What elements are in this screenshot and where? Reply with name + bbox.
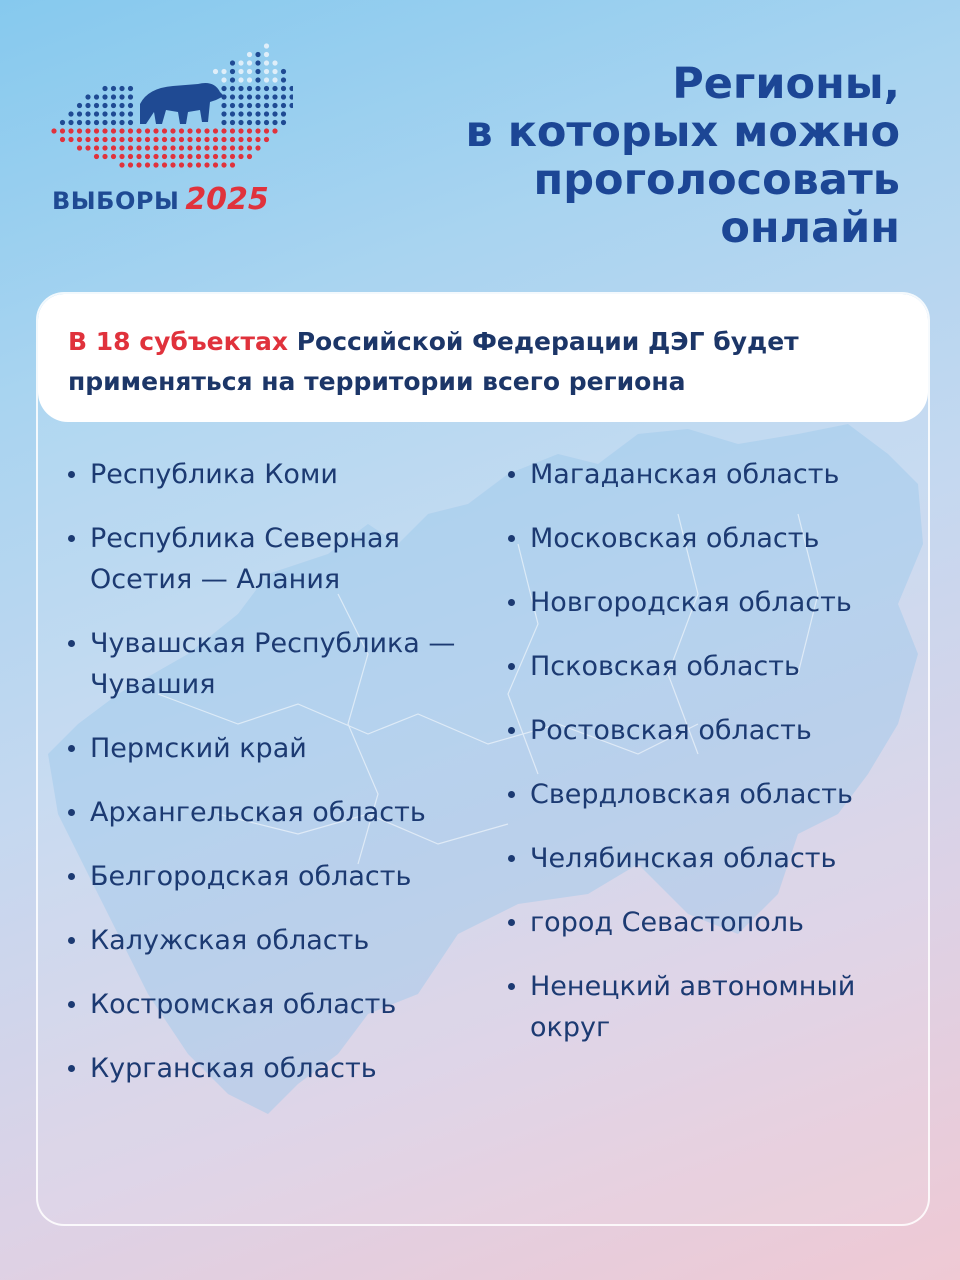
logo-dot <box>204 128 209 133</box>
logo-dot <box>264 111 269 116</box>
logo-dot <box>247 103 252 108</box>
header-rest: Российской Федерации ДЭГ будет применяться на территории всего региона <box>68 327 799 396</box>
logo-dot <box>221 154 226 159</box>
logo-dot <box>119 154 124 159</box>
logo-dot <box>272 128 277 133</box>
logo-dot <box>153 137 158 142</box>
logo-dot <box>153 154 158 159</box>
logo-dot <box>94 137 99 142</box>
list-item <box>68 984 458 1025</box>
bullet-icon <box>508 727 515 734</box>
logo-dot <box>60 137 65 142</box>
region-name: Магаданская область <box>530 459 840 490</box>
list-item <box>508 966 908 1048</box>
logo-dot <box>238 128 243 133</box>
logo-dot <box>238 137 243 142</box>
logo-dot <box>119 111 124 116</box>
bullet-icon <box>508 535 515 542</box>
logo-dot <box>179 137 184 142</box>
logo-dot <box>247 69 252 74</box>
list-item <box>68 1048 458 1089</box>
logo-dot <box>238 154 243 159</box>
logo-dot <box>153 128 158 133</box>
logo-dot <box>247 77 252 82</box>
logo-dot <box>272 60 277 65</box>
list-item <box>508 902 908 943</box>
logo-dot <box>187 145 192 150</box>
logo-dot <box>264 69 269 74</box>
region-name: Свердловская область <box>530 779 853 810</box>
logo-dot <box>128 86 133 91</box>
logo-dot <box>85 120 90 125</box>
logo-dot <box>238 60 243 65</box>
logo-dot <box>264 77 269 82</box>
logo-dot <box>111 137 116 142</box>
logo-dot <box>102 137 107 142</box>
logo-dot <box>272 120 277 125</box>
list-item <box>68 920 458 961</box>
logo-dot <box>272 77 277 82</box>
bullet-icon <box>68 937 75 944</box>
list-item <box>508 774 908 815</box>
logo-dot <box>281 120 286 125</box>
page-title: Регионы, в которых можно проголосовать онлайн <box>465 59 900 253</box>
logo-dot <box>162 145 167 150</box>
logo-dot <box>255 103 260 108</box>
logo-dot <box>119 86 124 91</box>
logo-dot <box>68 120 73 125</box>
logo-dot <box>187 162 192 167</box>
logo-dot <box>162 154 167 159</box>
bullet-icon <box>68 1001 75 1008</box>
bullet-icon <box>68 535 75 542</box>
logo-dot <box>247 94 252 99</box>
logo-dot <box>111 120 116 125</box>
logo-dot <box>255 137 260 142</box>
logo-dot <box>102 145 107 150</box>
region-name: Республика Коми <box>90 459 338 490</box>
logo-dot <box>111 103 116 108</box>
logo-dot <box>145 145 150 150</box>
logo-dot <box>102 128 107 133</box>
logo-dot <box>230 145 235 150</box>
logo-dot <box>94 94 99 99</box>
logo-dot <box>128 128 133 133</box>
logo-dot <box>94 103 99 108</box>
logo-dot <box>238 111 243 116</box>
logo-dot <box>247 86 252 91</box>
list-item <box>68 728 458 769</box>
logo-dot <box>264 43 269 48</box>
bullet-icon <box>508 663 515 670</box>
bullet-icon <box>508 983 515 990</box>
logo-dot <box>247 145 252 150</box>
region-name: Челябинская область <box>530 843 837 874</box>
logo-dot <box>230 69 235 74</box>
logo-dot <box>111 154 116 159</box>
logo-dot <box>111 94 116 99</box>
logo-dot <box>264 103 269 108</box>
logo-dot <box>230 60 235 65</box>
logo-dot <box>102 86 107 91</box>
logo-dot <box>272 69 277 74</box>
logo-dot <box>179 145 184 150</box>
logo-dot <box>264 52 269 57</box>
region-name: Новгородская область <box>530 587 852 618</box>
logo-dot <box>170 137 175 142</box>
list-item <box>508 518 908 559</box>
bullet-icon <box>68 745 75 752</box>
logo-dot <box>85 128 90 133</box>
logo-dot <box>196 154 201 159</box>
bullet-icon <box>508 919 515 926</box>
logo-dot <box>264 137 269 142</box>
logo-dot <box>196 128 201 133</box>
logo-dot <box>255 145 260 150</box>
logo-dot <box>196 137 201 142</box>
logo-dot <box>119 137 124 142</box>
logo-dot <box>94 128 99 133</box>
logo-dot <box>255 86 260 91</box>
list-item <box>508 710 908 751</box>
logo-dot <box>119 145 124 150</box>
regions-panel <box>36 292 930 1226</box>
header-box <box>38 294 928 422</box>
logo-dot <box>179 162 184 167</box>
logo-dot <box>255 60 260 65</box>
logo-dot <box>102 103 107 108</box>
logo-dot <box>255 69 260 74</box>
logo-dot <box>230 103 235 108</box>
logo-caption <box>52 182 269 217</box>
logo-dot <box>255 94 260 99</box>
logo-dot <box>77 137 82 142</box>
logo-dot <box>281 103 286 108</box>
list-item <box>68 623 458 705</box>
region-name: Ростовская область <box>530 715 812 746</box>
logo-dot <box>136 162 141 167</box>
logo-dot <box>221 103 226 108</box>
logo-dot <box>221 111 226 116</box>
logo-dot <box>238 77 243 82</box>
logo-dot <box>153 145 158 150</box>
logo-dot <box>255 128 260 133</box>
logo-dot <box>230 94 235 99</box>
logo-dot <box>247 137 252 142</box>
logo-dot <box>238 86 243 91</box>
logo-dot <box>213 145 218 150</box>
logo-dot <box>238 94 243 99</box>
region-name: Московская область <box>530 523 820 554</box>
logo-dot <box>85 137 90 142</box>
logo-dot <box>85 111 90 116</box>
logo-year: 2025 <box>185 182 269 217</box>
region-name: Костромская область <box>90 989 397 1020</box>
logo-dot <box>111 86 116 91</box>
logo-dot <box>68 128 73 133</box>
regions-list-right <box>508 454 908 1071</box>
logo-dot <box>128 145 133 150</box>
logo-dot <box>162 137 167 142</box>
region-name: Ненецкий автономный округ <box>530 971 856 1043</box>
logo-dot <box>119 162 124 167</box>
logo-dot <box>272 111 277 116</box>
logo-dot <box>179 154 184 159</box>
logo-dot <box>170 145 175 150</box>
logo-dot <box>77 128 82 133</box>
logo-dot <box>281 86 286 91</box>
logo-dot <box>119 94 124 99</box>
logo-dot <box>289 103 293 108</box>
list-item <box>68 856 458 897</box>
logo-dot <box>247 120 252 125</box>
logo-dot <box>230 154 235 159</box>
logo-dot <box>179 128 184 133</box>
logo-dot <box>264 94 269 99</box>
region-name: Калужская область <box>90 925 370 956</box>
logo-dot <box>238 103 243 108</box>
logo-dot <box>128 162 133 167</box>
list-item <box>508 454 908 495</box>
header-accent: В 18 субъектах <box>68 327 289 356</box>
logo-dot <box>136 137 141 142</box>
logo-dot <box>128 137 133 142</box>
region-name: Псковская область <box>530 651 800 682</box>
logo-dot <box>77 145 82 150</box>
logo-dot <box>255 111 260 116</box>
logo-dot <box>128 103 133 108</box>
logo-dot <box>94 111 99 116</box>
logo-dot <box>247 111 252 116</box>
logo-dot <box>213 137 218 142</box>
logo-dot <box>204 137 209 142</box>
logo-dot <box>255 52 260 57</box>
logo-dot <box>77 103 82 108</box>
logo-dot <box>60 120 65 125</box>
logo-dot <box>221 128 226 133</box>
logo-dot <box>221 145 226 150</box>
logo-dot <box>85 145 90 150</box>
bullet-icon <box>508 599 515 606</box>
logo-dot <box>196 162 201 167</box>
logo-dot <box>230 111 235 116</box>
header-text <box>68 322 908 402</box>
logo-dot <box>128 154 133 159</box>
region-name: Чувашская Республика — Чувашия <box>90 628 456 700</box>
logo-dot <box>119 103 124 108</box>
logo-dot <box>51 128 56 133</box>
logo-word: ВЫБОРЫ <box>52 187 180 215</box>
region-name: город Севастополь <box>530 907 804 938</box>
logo <box>48 40 293 220</box>
logo-dot <box>221 86 226 91</box>
list-item <box>68 792 458 833</box>
logo-dot <box>221 120 226 125</box>
logo-dot <box>238 69 243 74</box>
logo-dot <box>187 137 192 142</box>
region-name: Республика Северная Осетия — Алания <box>90 523 400 595</box>
logo-dot <box>264 120 269 125</box>
logo-dot <box>272 94 277 99</box>
logo-dot <box>230 137 235 142</box>
logo-dot <box>281 111 286 116</box>
logo-dot <box>196 145 201 150</box>
logo-dot <box>221 137 226 142</box>
logo-dot <box>102 154 107 159</box>
logo-dot <box>213 69 218 74</box>
logo-dot <box>255 77 260 82</box>
logo-dot <box>85 94 90 99</box>
logo-dot <box>128 94 133 99</box>
logo-dot <box>204 154 209 159</box>
logo-dot <box>170 162 175 167</box>
logo-dot <box>145 128 150 133</box>
logo-dot <box>281 77 286 82</box>
logo-dot <box>264 86 269 91</box>
logo-dot <box>111 128 116 133</box>
bullet-icon <box>68 873 75 880</box>
bear-icon <box>140 83 224 124</box>
logo-dot <box>136 154 141 159</box>
region-name: Курганская область <box>90 1053 377 1084</box>
logo-dot <box>281 69 286 74</box>
logo-dot <box>170 154 175 159</box>
logo-dot <box>247 60 252 65</box>
logo-dot <box>230 77 235 82</box>
logo-dot <box>187 154 192 159</box>
logo-dot <box>204 145 209 150</box>
bullet-icon <box>508 855 515 862</box>
logo-dot <box>238 120 243 125</box>
logo-dot <box>145 137 150 142</box>
logo-dot <box>213 128 218 133</box>
logo-dot <box>170 128 175 133</box>
logo-dot <box>264 60 269 65</box>
logo-dot <box>221 162 226 167</box>
logo-dot <box>230 162 235 167</box>
logo-dot <box>94 154 99 159</box>
logo-dot <box>230 120 235 125</box>
list-item <box>68 454 458 495</box>
logo-dot <box>230 86 235 91</box>
bullet-icon <box>508 471 515 478</box>
logo-dot <box>136 145 141 150</box>
logo-dot <box>85 103 90 108</box>
logo-dot <box>221 77 226 82</box>
logo-dot <box>221 69 226 74</box>
logo-dot <box>272 86 277 91</box>
logo-dot <box>102 94 107 99</box>
logo-dot <box>77 111 82 116</box>
logo-dot <box>204 162 209 167</box>
logo-dot <box>281 94 286 99</box>
region-name: Архангельская область <box>90 797 426 828</box>
logo-dot <box>162 128 167 133</box>
logo-dot <box>68 137 73 142</box>
logo-dot <box>94 145 99 150</box>
logo-dot <box>213 162 218 167</box>
list-item <box>508 646 908 687</box>
logo-dot <box>128 120 133 125</box>
logo-dot <box>119 120 124 125</box>
logo-dot <box>247 128 252 133</box>
logo-dot <box>272 103 277 108</box>
logo-dot <box>238 145 243 150</box>
list-item <box>508 582 908 623</box>
logo-dot <box>247 154 252 159</box>
logo-dot <box>145 162 150 167</box>
bullet-icon <box>508 791 515 798</box>
bullet-icon <box>68 809 75 816</box>
logo-dot <box>111 111 116 116</box>
logo-dot <box>94 120 99 125</box>
list-item <box>68 518 458 600</box>
logo-dot <box>136 128 141 133</box>
logo-dot <box>102 120 107 125</box>
logo-dot <box>128 111 133 116</box>
bullet-icon <box>68 640 75 647</box>
logo-dot <box>289 86 293 91</box>
bear-over-russia-map-dots-icon <box>48 40 293 180</box>
logo-dot <box>77 120 82 125</box>
logo-dot <box>60 128 65 133</box>
logo-dot <box>162 162 167 167</box>
regions-list-left <box>68 454 458 1112</box>
logo-dot <box>213 154 218 159</box>
logo-dot <box>102 111 107 116</box>
logo-dot <box>230 128 235 133</box>
list-item <box>508 838 908 879</box>
logo-dot <box>119 128 124 133</box>
logo-dot <box>247 52 252 57</box>
logo-dot <box>153 162 158 167</box>
logo-dot <box>264 128 269 133</box>
logo-dot <box>289 94 293 99</box>
logo-dot <box>187 128 192 133</box>
region-name: Белгородская область <box>90 861 412 892</box>
logo-dot <box>145 154 150 159</box>
logo-dot <box>255 120 260 125</box>
logo-dot <box>111 145 116 150</box>
bullet-icon <box>68 471 75 478</box>
region-name: Пермский край <box>90 733 307 764</box>
bullet-icon <box>68 1065 75 1072</box>
logo-dot <box>68 111 73 116</box>
